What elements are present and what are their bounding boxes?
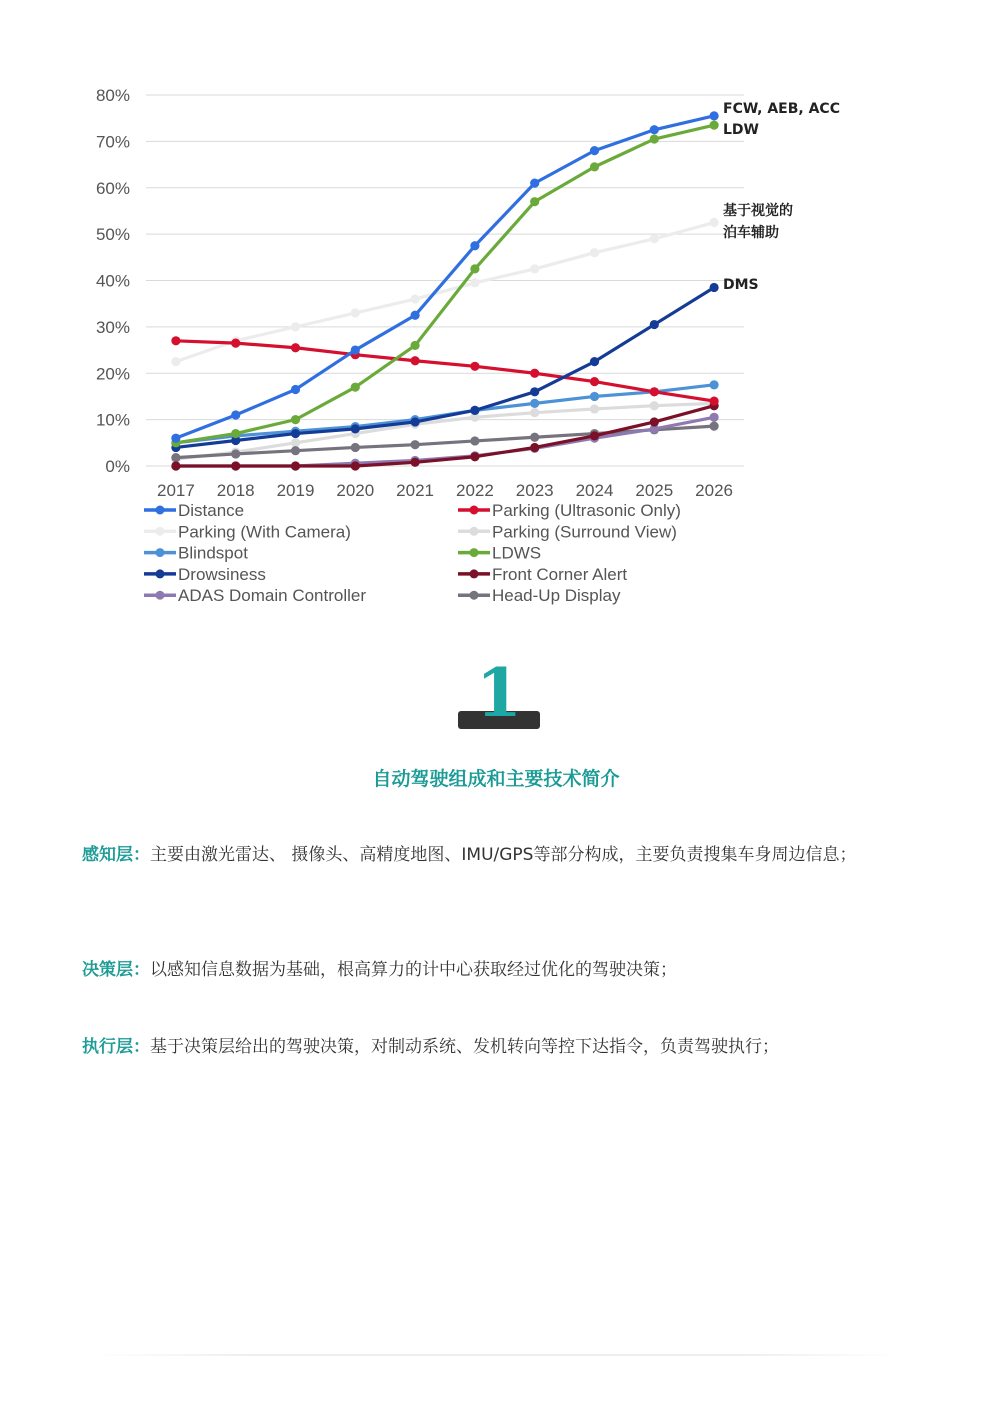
data-point [590, 377, 599, 386]
data-point [650, 320, 659, 329]
x-tick-label: 2020 [336, 481, 375, 500]
data-point [351, 308, 360, 317]
y-tick-label: 60% [95, 178, 130, 198]
data-point [710, 111, 719, 120]
x-tick-label: 2019 [276, 481, 315, 500]
legend-swatch-marker [470, 548, 479, 557]
x-tick-label: 2022 [455, 481, 494, 500]
chart-series [171, 111, 718, 470]
data-point [530, 179, 539, 188]
data-point [530, 264, 539, 273]
data-point [411, 311, 420, 320]
series-ldws [171, 121, 718, 448]
data-point [171, 461, 180, 470]
data-point [291, 322, 300, 331]
y-tick-label: 50% [95, 225, 130, 245]
legend-swatch-marker [470, 591, 479, 600]
legend-swatch-marker [470, 527, 479, 536]
data-point [530, 197, 539, 206]
data-point [650, 417, 659, 426]
legend-item [458, 544, 541, 563]
legend-item [144, 586, 366, 605]
legend-label: Parking (Ultrasonic Only) [492, 501, 681, 520]
y-tick-label: 20% [95, 364, 130, 384]
paragraph-text: 以感知信息数据为基础，根高算力的计中心获取经过优化的驾驶决策； [150, 960, 677, 980]
data-point [411, 294, 420, 303]
data-point [171, 453, 180, 462]
annotation-label: FCW, AEB, ACC [723, 101, 840, 117]
data-point [470, 452, 479, 461]
y-tick-label: 70% [95, 132, 130, 152]
legend-swatch-marker [156, 506, 165, 515]
data-point [291, 343, 300, 352]
legend-item [144, 501, 244, 520]
data-point [650, 134, 659, 143]
legend-label: Blindspot [178, 543, 248, 563]
data-point [411, 356, 420, 365]
legend-label: Drowsiness [178, 564, 266, 584]
annotation-label: LDW [723, 122, 759, 138]
paragraph-decision [82, 951, 914, 989]
paragraph-perception [82, 836, 914, 874]
data-point [470, 362, 479, 371]
data-point [590, 357, 599, 366]
data-point [411, 458, 420, 467]
data-point [710, 283, 719, 292]
data-point [351, 424, 360, 433]
bottom-divider [90, 1354, 902, 1356]
chart-annotations [723, 101, 840, 293]
data-point [530, 399, 539, 408]
legend-label: Parking (Surround View) [492, 522, 677, 542]
data-point [470, 278, 479, 287]
data-point [231, 429, 240, 438]
data-point [710, 422, 719, 431]
legend-label: ADAS Domain Controller [178, 586, 367, 606]
data-point [530, 387, 539, 396]
section-title: 自动驾驶组成和主要技术简介 [372, 768, 620, 790]
annotation-label: 基于视觉的 [723, 203, 793, 219]
legend-label: Parking (With Camera) [178, 522, 351, 542]
data-point [291, 415, 300, 424]
legend-item [458, 565, 627, 584]
legend-swatch-marker [156, 569, 165, 578]
data-point [530, 443, 539, 452]
section-number-badge [456, 654, 542, 732]
legend-swatch-marker [156, 591, 165, 600]
x-tick-label: 2025 [635, 481, 674, 500]
data-point [530, 369, 539, 378]
y-axis-tick-labels [96, 86, 130, 476]
data-point [590, 404, 599, 413]
legend-item [144, 544, 248, 563]
legend-item [144, 565, 266, 584]
paragraph-label: 感知层： [82, 845, 150, 865]
adas-adoption-line-chart [60, 70, 860, 620]
paragraph-label: 决策层： [82, 960, 150, 980]
x-tick-label: 2021 [396, 481, 435, 500]
data-point [291, 446, 300, 455]
paragraph-label: 执行层： [82, 1037, 150, 1057]
y-tick-label: 10% [95, 410, 130, 430]
legend-swatch-marker [470, 569, 479, 578]
y-tick-label: 40% [95, 271, 130, 291]
data-point [291, 385, 300, 394]
data-point [351, 345, 360, 354]
data-point [650, 387, 659, 396]
data-point [710, 380, 719, 389]
data-point [351, 461, 360, 470]
data-point [590, 248, 599, 257]
data-point [710, 121, 719, 130]
paragraph-text: 基于决策层给出的驾驶决策，对制动系统、发机转向等控下达指令，负责驾驶执行； [150, 1037, 779, 1057]
data-point [231, 410, 240, 419]
y-tick-label: 80% [95, 86, 130, 105]
legend-label: Distance [178, 501, 245, 520]
legend-item [458, 586, 621, 605]
series-line [176, 223, 714, 362]
data-point [710, 413, 719, 422]
series-line [176, 385, 714, 443]
paragraph-text: 主要由激光雷达、 摄像头、高精度地图、IMU/GPS等部分构成，主要负责搜集车身周边信息； [150, 845, 857, 865]
x-tick-label: 2023 [515, 481, 554, 500]
data-point [530, 408, 539, 417]
series-line [176, 125, 714, 443]
annotation-label: DMS [723, 277, 759, 293]
paragraph-execution [82, 1028, 914, 1066]
data-point [351, 383, 360, 392]
y-tick-label: 30% [95, 317, 130, 337]
data-point [470, 241, 479, 250]
data-point [710, 218, 719, 227]
data-point [411, 341, 420, 350]
data-point [291, 438, 300, 447]
data-point [470, 436, 479, 445]
data-point [231, 449, 240, 458]
data-point [650, 125, 659, 134]
data-point [171, 434, 180, 443]
x-axis-tick-labels [157, 481, 733, 500]
x-tick-label: 2024 [575, 481, 614, 500]
legend-item [458, 522, 677, 541]
data-point [291, 461, 300, 470]
x-tick-label: 2018 [216, 481, 255, 500]
data-point [710, 396, 719, 405]
data-point [590, 162, 599, 171]
data-point [470, 264, 479, 273]
data-point [411, 417, 420, 426]
x-tick-label: 2017 [156, 481, 195, 500]
series-parking-ultrasonic-only- [171, 336, 718, 405]
data-point [470, 406, 479, 415]
legend-swatch-marker [156, 527, 165, 536]
legend-item [458, 501, 681, 520]
data-point [171, 336, 180, 345]
data-point [231, 461, 240, 470]
data-point [590, 146, 599, 155]
series-line [176, 287, 714, 447]
y-tick-label: 0% [105, 457, 130, 476]
section-number: 1 [476, 654, 522, 732]
legend-item [144, 522, 351, 541]
data-point [411, 440, 420, 449]
legend-swatch-marker [470, 506, 479, 515]
legend-label: Head-Up Display [492, 586, 621, 606]
annotation-label: 泊车辅助 [723, 225, 779, 241]
data-point [351, 443, 360, 452]
data-point [650, 234, 659, 243]
x-tick-label: 2026 [695, 481, 734, 500]
data-point [590, 431, 599, 440]
data-point [171, 357, 180, 366]
data-point [530, 433, 539, 442]
legend-label: LDWS [492, 543, 542, 563]
data-point [590, 392, 599, 401]
data-point [291, 429, 300, 438]
data-point [650, 401, 659, 410]
chart-legend [144, 501, 681, 605]
data-point [231, 339, 240, 348]
legend-swatch-marker [156, 548, 165, 557]
legend-label: Front Corner Alert [492, 564, 628, 584]
